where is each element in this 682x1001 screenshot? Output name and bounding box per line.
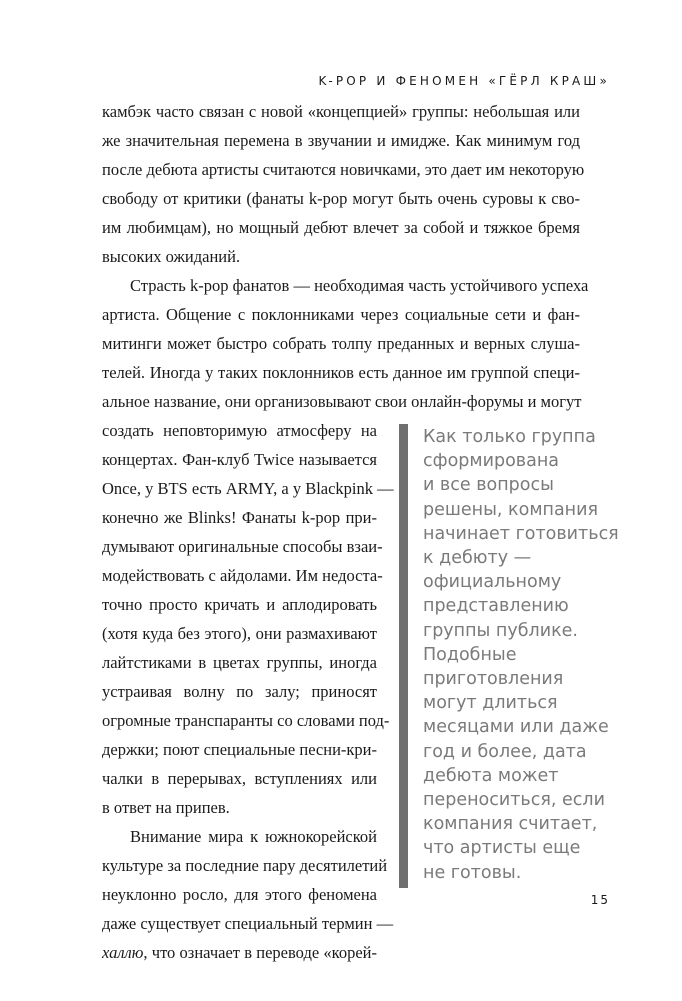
body-line: в ответ на припев. [102, 798, 230, 817]
body-line: культуре за последние пару десятилетий [102, 856, 388, 875]
body-line: чалки в перерывах, вступлениях или [102, 769, 377, 788]
body-line: артиста. Общение с поклонниками через социальные сети и фан- [102, 305, 580, 324]
pull-quote-line: что артисты еще [423, 838, 581, 859]
body-line-rest: , что означает в переводе «корей- [143, 943, 377, 962]
body-line: Страсть k-pop фанатов — необходимая часть устойчивого успеха [130, 276, 589, 295]
pull-quote-line: и все вопросы [423, 475, 554, 496]
body-line: митинги может быстро собрать толпу преданных и верных слуша- [102, 334, 580, 353]
body-line: неуклонно росло, для этого феномена [102, 885, 377, 904]
body-line: точно просто кричать и аплодировать [102, 595, 377, 614]
body-line: огромные транспаранты со словами под- [102, 711, 390, 730]
body-line: телей. Иногда у таких поклонников есть данное им группой специ- [102, 363, 580, 382]
pull-quote-line: компания считает, [423, 814, 598, 835]
pull-quote-bar [399, 424, 408, 888]
pull-quote-line: Подобные [423, 644, 517, 665]
body-line: камбэк часто связан с новой «концепцией» группы: небольшая или [102, 102, 580, 121]
body-line: Once, у BTS есть ARMY, а у Blackpink — [102, 479, 394, 498]
body-line: лайтстиками в цветах группы, иногда [102, 653, 377, 672]
body-line: же значительная перемена в звучании и имидже. Как минимум год [102, 131, 580, 150]
body-line: альное название, они организовывают свои онлайн-форумы и могут [102, 392, 582, 411]
pull-quote-line: могут длиться [423, 693, 558, 714]
page-number: 15 [590, 893, 610, 907]
body-line: Внимание мира к южнокорейской [130, 827, 377, 846]
italic-term: халлю [102, 943, 144, 962]
body-line: даже существует специальный термин — [102, 914, 394, 933]
pull-quote-line: не готовы. [423, 862, 522, 883]
body-line: концертах. Фан-клуб Twice называется [102, 450, 377, 469]
body-line: создать неповторимую атмосферу на [102, 421, 377, 440]
pull-quote-line: представлению [423, 596, 569, 617]
pull-quote-line: приготовления [423, 669, 564, 690]
pull-quote-line: месяцами или даже [423, 717, 609, 738]
running-header: K-POP И ФЕНОМЕН «ГЁРЛ КРАШ» [318, 74, 610, 88]
pull-quote-line: Как только группа [423, 427, 596, 447]
pull-quote-line: год и более, дата [423, 741, 587, 762]
body-line: после дебюта артисты считаются новичками, это дает им некоторую [102, 160, 585, 179]
pull-quote-line: официальному [423, 572, 562, 593]
pull-quote-line: к дебюту — [423, 548, 532, 569]
body-line: модействовать с айдолами. Им недоста- [102, 566, 383, 585]
pull-quote [423, 425, 623, 885]
body-line: держки; поют специальные песни-кри- [102, 740, 377, 759]
pull-quote-line: дебюта может [423, 765, 559, 786]
pull-quote-line: начинает готовиться [423, 523, 619, 544]
pull-quote-line: переноситься, если [423, 790, 605, 811]
body-line: свободу от критики (фанаты k-pop могут быть очень суровы к сво- [102, 189, 580, 208]
body-line [102, 939, 377, 967]
body-line: (хотя куда без этого), они размахивают [102, 624, 377, 643]
pull-quote-line: решены, компания [423, 499, 599, 520]
pull-quote-line: сформирована [423, 451, 559, 472]
body-line: думывают оригинальные способы взаи- [102, 537, 383, 556]
body-line: устраивая волну по залу; приносят [102, 682, 377, 701]
body-line: им любимцам), но мощный дебют влечет за собой и тяжкое бремя [102, 218, 580, 237]
body-line: высоких ожиданий. [102, 247, 241, 266]
pull-quote-line: группы публике. [423, 620, 578, 641]
body-line: конечно же Blinks! Фанаты k-pop при- [102, 508, 377, 527]
